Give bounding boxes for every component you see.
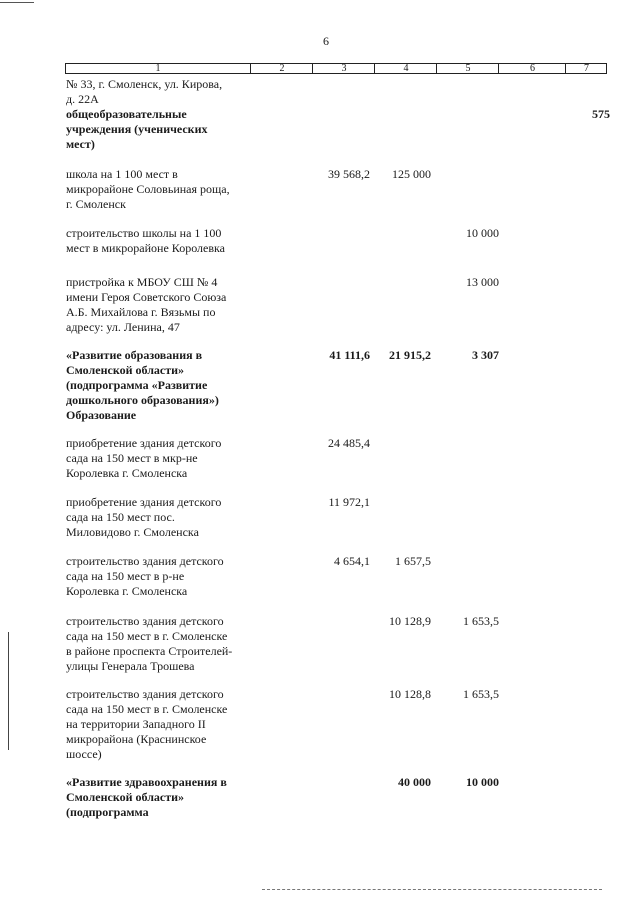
column-header-1: 1	[155, 63, 161, 74]
table-cell-col4: 21 915,2	[389, 348, 431, 362]
table-row-text: школа на 1 100 мест в микрорайоне Соловьиная роща, г. Смоленск	[66, 167, 230, 211]
column-header-3: 3	[312, 64, 375, 73]
table-cell-col3: 24 485,4	[328, 436, 370, 450]
table-row-text: общеобразовательные учреждения (ученических мест)	[66, 107, 208, 151]
column-header-row	[65, 63, 607, 74]
table-cell-col3: 11 972,1	[328, 495, 370, 509]
table-cell-col3: 4 654,1	[334, 554, 370, 568]
table-row-text: строительство здания детского сада на 150 мест в г. Смоленске на территории Западного II микрорайона (Краснинское шоссе)	[66, 687, 228, 761]
table-row-text: приобретение здания детского сада на 150 мест в мкр-не Королевка г. Смоленска	[66, 436, 222, 480]
table-row-text: «Развитие здравоохранения в Смоленской области» (подпрограмма	[66, 775, 227, 819]
table-row-text: «Развитие образования в Смоленской области» (подпрограмма «Развитие дошкольного образования») Образование	[66, 348, 219, 422]
page-number: 6	[323, 34, 329, 48]
table-cell-col4: 1 657,5	[395, 554, 431, 568]
table-row-text: приобретение здания детского сада на 150 мест пос. Миловидово г. Смоленска	[66, 495, 222, 539]
table-cell-col3: 41 111,6	[329, 348, 370, 362]
address-line: № 33, г. Смоленск, ул. Кирова, д. 22А	[66, 77, 223, 106]
column-header-2: 2	[250, 64, 313, 73]
table-cell-col5: 1 653,5	[463, 614, 499, 628]
scan-margin-line	[8, 632, 9, 750]
table-cell-col5: 10 000	[466, 226, 499, 240]
table-row-text: строительство здания детского сада на 150 мест в р-не Королевка г. Смоленска	[66, 554, 224, 598]
table-cell-col5: 3 307	[472, 348, 499, 362]
table-cell-col5: 1 653,5	[463, 687, 499, 701]
table-cell-col3: 39 568,2	[328, 167, 370, 181]
column-header-7: 7	[565, 64, 607, 73]
table-cell-col5: 13 000	[466, 275, 499, 289]
table-row-text: пристройка к МБОУ СШ № 4 имени Героя Советского Союза А.Б. Михайлова г. Вязьмы по адресу: ул. Ленина, 47	[66, 275, 227, 334]
table-cell-col4: 10 128,8	[389, 687, 431, 701]
table-row-text: строительство здания детского сада на 150 мест в г. Смоленске в районе проспекта Строителей- улицы Генерала Трошева	[66, 614, 233, 673]
column-header-5: 5	[436, 64, 499, 73]
table-row-text: строительство школы на 1 100 мест в микрорайоне Королевка	[66, 226, 225, 255]
table-cell-col4: 125 000	[392, 167, 431, 181]
scan-bottom-edge	[262, 889, 602, 890]
column-header-6: 6	[498, 64, 566, 73]
table-cell-col7: 575	[592, 107, 610, 121]
column-header-4: 4	[374, 64, 437, 73]
table-cell-col5: 10 000	[466, 775, 499, 789]
table-cell-col4: 10 128,9	[389, 614, 431, 628]
top-edge-mark	[0, 2, 34, 3]
table-cell-col4: 40 000	[398, 775, 431, 789]
